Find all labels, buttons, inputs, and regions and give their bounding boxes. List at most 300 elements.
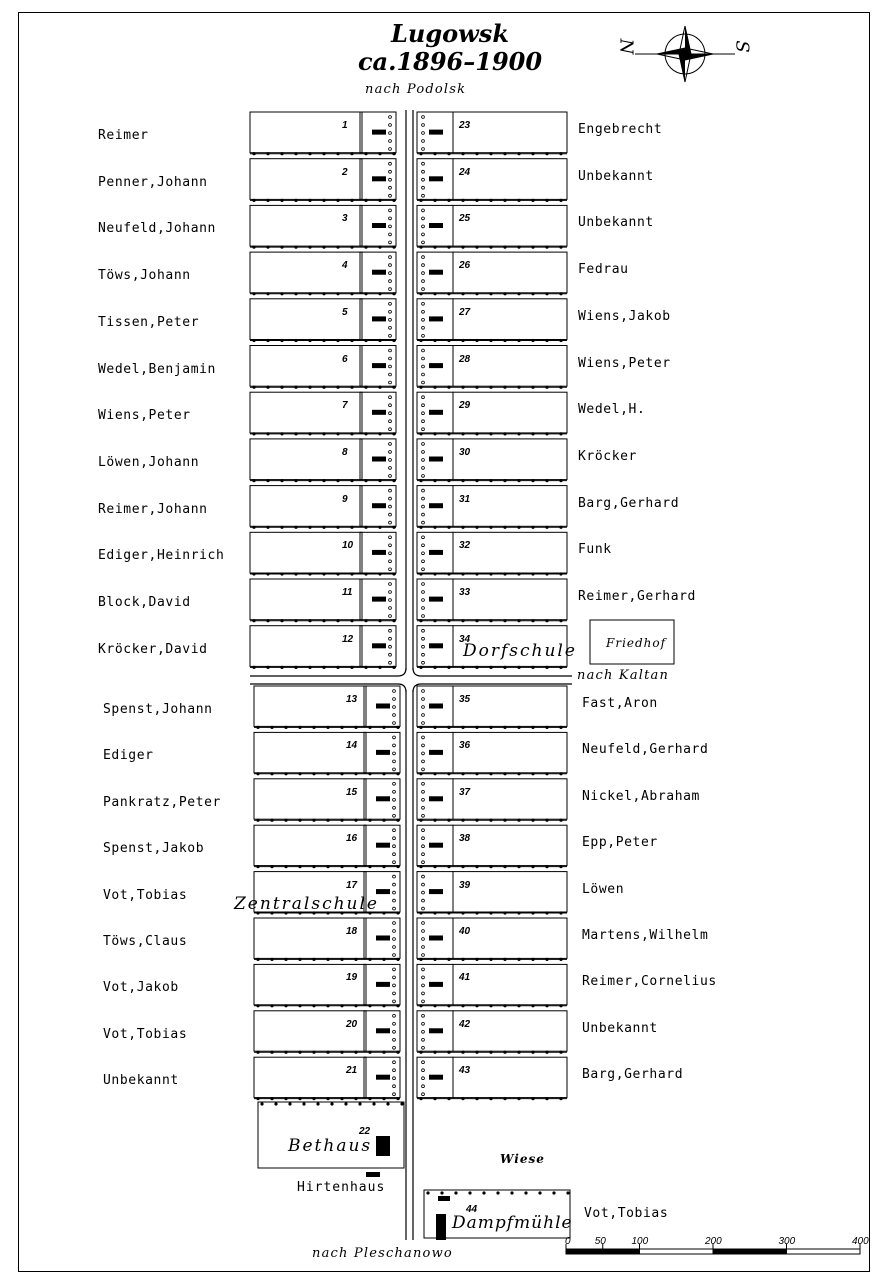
field-strip <box>254 779 366 819</box>
fence-post <box>252 246 255 249</box>
fence-post <box>270 1097 273 1100</box>
field-strip <box>453 686 567 726</box>
fence-post <box>422 132 425 135</box>
fence-post <box>517 865 520 868</box>
fence-post <box>354 726 357 729</box>
fence-post <box>559 246 562 249</box>
fence-post <box>392 339 395 342</box>
fence-post <box>517 152 520 155</box>
fence-post <box>284 958 287 961</box>
fence-post <box>302 1102 305 1105</box>
fence-post <box>433 819 436 822</box>
fence-post <box>545 1004 548 1007</box>
owner-name: Reimer <box>98 128 149 143</box>
fence-post <box>559 911 562 914</box>
fence-post <box>294 572 297 575</box>
fence-post <box>461 619 464 622</box>
fence-post <box>433 958 436 961</box>
fence-post <box>422 302 425 305</box>
fence-post <box>256 726 259 729</box>
fence-post <box>422 922 425 925</box>
lot-number: 7 <box>342 400 348 412</box>
fence-post <box>393 938 396 941</box>
fence-post <box>524 1191 527 1194</box>
field-strip <box>453 159 567 200</box>
fence-post <box>503 246 506 249</box>
fence-post <box>389 132 392 135</box>
lot-plot-41 <box>417 964 567 1007</box>
lot-plot-6 <box>250 346 396 389</box>
lot-number: 40 <box>459 926 471 937</box>
lot-plot-9 <box>250 486 396 529</box>
fence-post <box>389 225 392 228</box>
fence-post <box>447 1004 450 1007</box>
fence-post <box>422 459 425 462</box>
fence-post <box>433 526 436 529</box>
fence-post <box>422 396 425 399</box>
fence-post <box>340 772 343 775</box>
lot-plot-39 <box>417 872 567 915</box>
fence-post <box>531 1051 534 1054</box>
house-icon <box>376 843 390 848</box>
lot-number: 41 <box>459 972 471 984</box>
lot-plot-36 <box>417 732 567 775</box>
fence-post <box>393 814 396 817</box>
lot-plot-18 <box>254 918 400 961</box>
house-icon <box>429 316 443 321</box>
fence-post <box>312 819 315 822</box>
fence-post <box>252 572 255 575</box>
lot-plot-12 <box>250 626 396 669</box>
fence-post <box>517 1097 520 1100</box>
fence-post <box>389 357 392 360</box>
fence-post <box>419 199 422 202</box>
fence-post <box>433 666 436 669</box>
fence-post <box>393 968 396 971</box>
fence-post <box>336 526 339 529</box>
fence-post <box>422 489 425 492</box>
fence-post <box>393 1030 396 1033</box>
fence-post <box>517 726 520 729</box>
fence-post <box>354 772 357 775</box>
fence-post <box>422 288 425 291</box>
lot-number: 36 <box>459 740 471 752</box>
fence-post <box>489 1097 492 1100</box>
fence-post <box>531 772 534 775</box>
field-strip <box>254 964 366 1004</box>
fence-post <box>422 451 425 454</box>
fence-post <box>284 819 287 822</box>
fence-post <box>284 865 287 868</box>
road-edge <box>413 684 572 692</box>
fence-post <box>517 386 520 389</box>
fence-post <box>386 1102 389 1105</box>
fence-post <box>422 992 425 995</box>
fence-post <box>489 339 492 342</box>
fence-post <box>422 264 425 267</box>
lot-number: 29 <box>459 400 471 412</box>
fence-post <box>419 666 422 669</box>
fence-post <box>389 140 392 143</box>
fence-post <box>372 1102 375 1105</box>
owner-name: Pankratz,Peter <box>103 794 221 810</box>
fence-post <box>336 246 339 249</box>
fence-post <box>326 865 329 868</box>
house-icon <box>372 130 386 135</box>
fence-post <box>392 386 395 389</box>
fence-post <box>419 726 422 729</box>
fence-post <box>280 246 283 249</box>
fence-post <box>280 292 283 295</box>
fence-post <box>461 911 464 914</box>
fence-post <box>433 199 436 202</box>
fence-post <box>433 152 436 155</box>
lot-number: 3 <box>342 213 348 225</box>
field-strip <box>254 686 366 726</box>
fence-post <box>440 1191 443 1194</box>
fence-post <box>389 256 392 259</box>
fence-post <box>389 420 392 423</box>
fence-post <box>280 152 283 155</box>
fence-post <box>354 865 357 868</box>
fence-post <box>270 958 273 961</box>
fence-post <box>422 505 425 508</box>
fence-post <box>531 339 534 342</box>
zentralschule-label: Zentralschule <box>234 894 379 914</box>
fence-post <box>364 479 367 482</box>
fence-post <box>489 479 492 482</box>
fence-post <box>256 958 259 961</box>
fence-post <box>393 690 396 693</box>
fence-post <box>461 479 464 482</box>
fence-post <box>308 526 311 529</box>
fence-post <box>447 911 450 914</box>
house-icon <box>429 1075 443 1080</box>
fence-post <box>433 339 436 342</box>
fence-post <box>393 1014 396 1017</box>
fence-post <box>266 199 269 202</box>
lot-plot-20 <box>254 1011 400 1054</box>
fence-post <box>364 339 367 342</box>
owner-name: Spenst,Johann <box>103 702 213 717</box>
fence-post <box>389 178 392 181</box>
fence-post <box>389 365 392 368</box>
fence-post <box>559 819 562 822</box>
fence-post <box>422 814 425 817</box>
fence-post <box>433 479 436 482</box>
fence-post <box>389 661 392 664</box>
fence-post <box>454 1191 457 1194</box>
lot-plot-43 <box>417 1057 567 1100</box>
fence-post <box>461 666 464 669</box>
scale-tick-label: 300 <box>778 1236 796 1247</box>
fence-post <box>461 152 464 155</box>
field-strip <box>453 1011 567 1051</box>
fence-post <box>489 199 492 202</box>
fence-post <box>517 339 520 342</box>
fence-post <box>517 526 520 529</box>
fence-post <box>545 339 548 342</box>
fence-post <box>389 302 392 305</box>
fence-post <box>422 706 425 709</box>
fence-post <box>447 432 450 435</box>
fence-post <box>393 1000 396 1003</box>
fence-post <box>393 782 396 785</box>
fence-post <box>389 637 392 640</box>
house-icon <box>438 1196 450 1201</box>
fence-post <box>422 645 425 648</box>
house-icon <box>376 1028 390 1033</box>
fence-post <box>280 666 283 669</box>
owner-name: Unbekannt <box>578 215 654 231</box>
dampfmuehle-label: Dampfmühle <box>452 1213 573 1233</box>
fence-post <box>393 954 396 957</box>
fence-post <box>489 911 492 914</box>
lot-plot-2 <box>250 159 396 202</box>
fence-post <box>389 373 392 376</box>
scale-tick-label: 0 <box>565 1236 571 1247</box>
lot-number: 39 <box>459 879 471 891</box>
fence-post <box>389 451 392 454</box>
house-icon <box>429 796 443 801</box>
fence-post <box>545 199 548 202</box>
fence-post <box>378 339 381 342</box>
fence-post <box>308 619 311 622</box>
fence-post <box>531 152 534 155</box>
fence-post <box>503 772 506 775</box>
fence-post <box>422 653 425 656</box>
owner-name: Kröcker,David <box>98 641 208 657</box>
fence-post <box>419 432 422 435</box>
fence-post <box>419 292 422 295</box>
field-strip <box>453 732 567 772</box>
fence-post <box>545 152 548 155</box>
fence-post <box>447 292 450 295</box>
road-label-podolsk: nach Podolsk <box>365 82 467 97</box>
lot-number: 15 <box>346 786 358 798</box>
fence-post <box>393 1085 396 1088</box>
fence-post <box>422 209 425 212</box>
fence-post <box>538 1191 541 1194</box>
fence-post <box>419 246 422 249</box>
fence-post <box>393 837 396 840</box>
fence-post <box>422 899 425 902</box>
fence-post <box>340 726 343 729</box>
fence-post <box>288 1102 291 1105</box>
lot-number: 23 <box>459 120 471 131</box>
lot-plot-27 <box>417 299 567 342</box>
field-strip <box>453 439 567 480</box>
fence-post <box>322 152 325 155</box>
fence-post <box>559 865 562 868</box>
fence-post <box>378 479 381 482</box>
fence-post <box>447 772 450 775</box>
fence-post <box>422 233 425 236</box>
fence-post <box>433 1097 436 1100</box>
fence-post <box>364 199 367 202</box>
fence-post <box>298 819 301 822</box>
fence-post <box>340 819 343 822</box>
fence-post <box>545 958 548 961</box>
fence-post <box>503 479 506 482</box>
fence-post <box>503 1051 506 1054</box>
fence-post <box>461 726 464 729</box>
fence-post <box>419 1097 422 1100</box>
fence-post <box>266 152 269 155</box>
lot-number: 4 <box>342 260 348 272</box>
owner-name: Penner,Johann <box>98 174 208 190</box>
fence-post <box>298 958 301 961</box>
fence-post <box>393 1093 396 1096</box>
fence-post <box>559 152 562 155</box>
fence-post <box>503 432 506 435</box>
fence-post <box>393 1022 396 1025</box>
fence-post <box>270 865 273 868</box>
fence-post <box>389 217 392 220</box>
field-strip <box>254 1011 366 1051</box>
fence-post <box>392 526 395 529</box>
house-icon <box>429 597 443 602</box>
field-strip <box>250 159 362 200</box>
fence-post <box>294 479 297 482</box>
house-icon <box>372 457 386 462</box>
fence-post <box>422 883 425 886</box>
lot-plot-28 <box>417 346 567 389</box>
lot-number: 1 <box>342 120 348 131</box>
fence-post <box>322 339 325 342</box>
fence-post <box>326 1097 329 1100</box>
fence-post <box>393 891 396 894</box>
fence-post <box>389 475 392 478</box>
lot-plot-11 <box>250 579 396 622</box>
fence-post <box>517 1004 520 1007</box>
fence-post <box>392 432 395 435</box>
lot-number: 37 <box>459 786 471 798</box>
lot-number: 32 <box>459 540 471 552</box>
fence-post <box>280 339 283 342</box>
fence-post <box>389 318 392 321</box>
fence-post <box>559 199 562 202</box>
house-icon <box>429 457 443 462</box>
owner-name: Töws,Johann <box>98 268 191 284</box>
fence-post <box>433 911 436 914</box>
fence-post <box>392 199 395 202</box>
fence-post <box>298 1097 301 1100</box>
fence-post <box>280 386 283 389</box>
dampfmuehle-building-icon <box>436 1214 446 1240</box>
lot-plot-1 <box>250 112 396 155</box>
fence-post <box>340 1004 343 1007</box>
fence-post <box>419 152 422 155</box>
fence-post <box>252 152 255 155</box>
fence-post <box>336 479 339 482</box>
fence-post <box>475 819 478 822</box>
fence-post <box>566 1191 569 1194</box>
fence-post <box>447 526 450 529</box>
fence-post <box>382 772 385 775</box>
fence-post <box>389 404 392 407</box>
fence-post <box>489 958 492 961</box>
owner-name: Wiens,Peter <box>98 408 191 424</box>
fence-post <box>270 1051 273 1054</box>
owner-name: Löwen,Johann <box>98 454 200 470</box>
fence-post <box>393 752 396 755</box>
fence-post <box>389 521 392 524</box>
fence-post <box>350 619 353 622</box>
fence-post <box>422 552 425 555</box>
fence-post <box>422 568 425 571</box>
fence-post <box>382 726 385 729</box>
fence-post <box>274 1102 277 1105</box>
fence-post <box>252 526 255 529</box>
fence-post <box>475 958 478 961</box>
fence-post <box>393 976 396 979</box>
fence-post <box>475 726 478 729</box>
fence-post <box>389 233 392 236</box>
fence-post <box>378 246 381 249</box>
fence-post <box>419 819 422 822</box>
fence-post <box>461 526 464 529</box>
owner-name: Wiens,Jakob <box>578 308 671 324</box>
fence-post <box>422 1030 425 1033</box>
fence-post <box>270 819 273 822</box>
fence-post <box>422 629 425 632</box>
fence-post <box>447 819 450 822</box>
fence-post <box>350 246 353 249</box>
lot-plot-16 <box>254 825 400 868</box>
fence-post <box>396 865 399 868</box>
fence-post <box>389 645 392 648</box>
fence-post <box>545 865 548 868</box>
fence-post <box>364 666 367 669</box>
fence-post <box>280 526 283 529</box>
lot-number: 17 <box>346 879 358 891</box>
fence-post <box>422 1014 425 1017</box>
owner-name: Neufeld,Johann <box>98 221 216 237</box>
fence-post <box>503 865 506 868</box>
house-icon <box>376 982 390 987</box>
house-icon <box>372 410 386 415</box>
fence-post <box>419 479 422 482</box>
fence-post <box>422 1061 425 1064</box>
fence-post <box>364 386 367 389</box>
lot-number: 8 <box>342 446 348 458</box>
fence-post <box>393 907 396 910</box>
fence-post <box>389 568 392 571</box>
fence-post <box>393 706 396 709</box>
lot-plot-5 <box>250 299 396 342</box>
fence-post <box>422 1038 425 1041</box>
fence-post <box>545 726 548 729</box>
fence-post <box>489 726 492 729</box>
fence-post <box>389 544 392 547</box>
fence-post <box>392 246 395 249</box>
fence-post <box>389 396 392 399</box>
fence-post <box>503 619 506 622</box>
owner-name: Vot,Tobias <box>584 1206 669 1221</box>
fence-post <box>280 619 283 622</box>
fence-post <box>393 1038 396 1041</box>
fence-post <box>368 1004 371 1007</box>
fence-post <box>422 475 425 478</box>
fence-post <box>393 1061 396 1064</box>
fence-post <box>531 199 534 202</box>
fence-post <box>475 911 478 914</box>
fence-post <box>545 1097 548 1100</box>
fence-post <box>475 1004 478 1007</box>
fence-post <box>316 1102 319 1105</box>
fence-post <box>266 292 269 295</box>
